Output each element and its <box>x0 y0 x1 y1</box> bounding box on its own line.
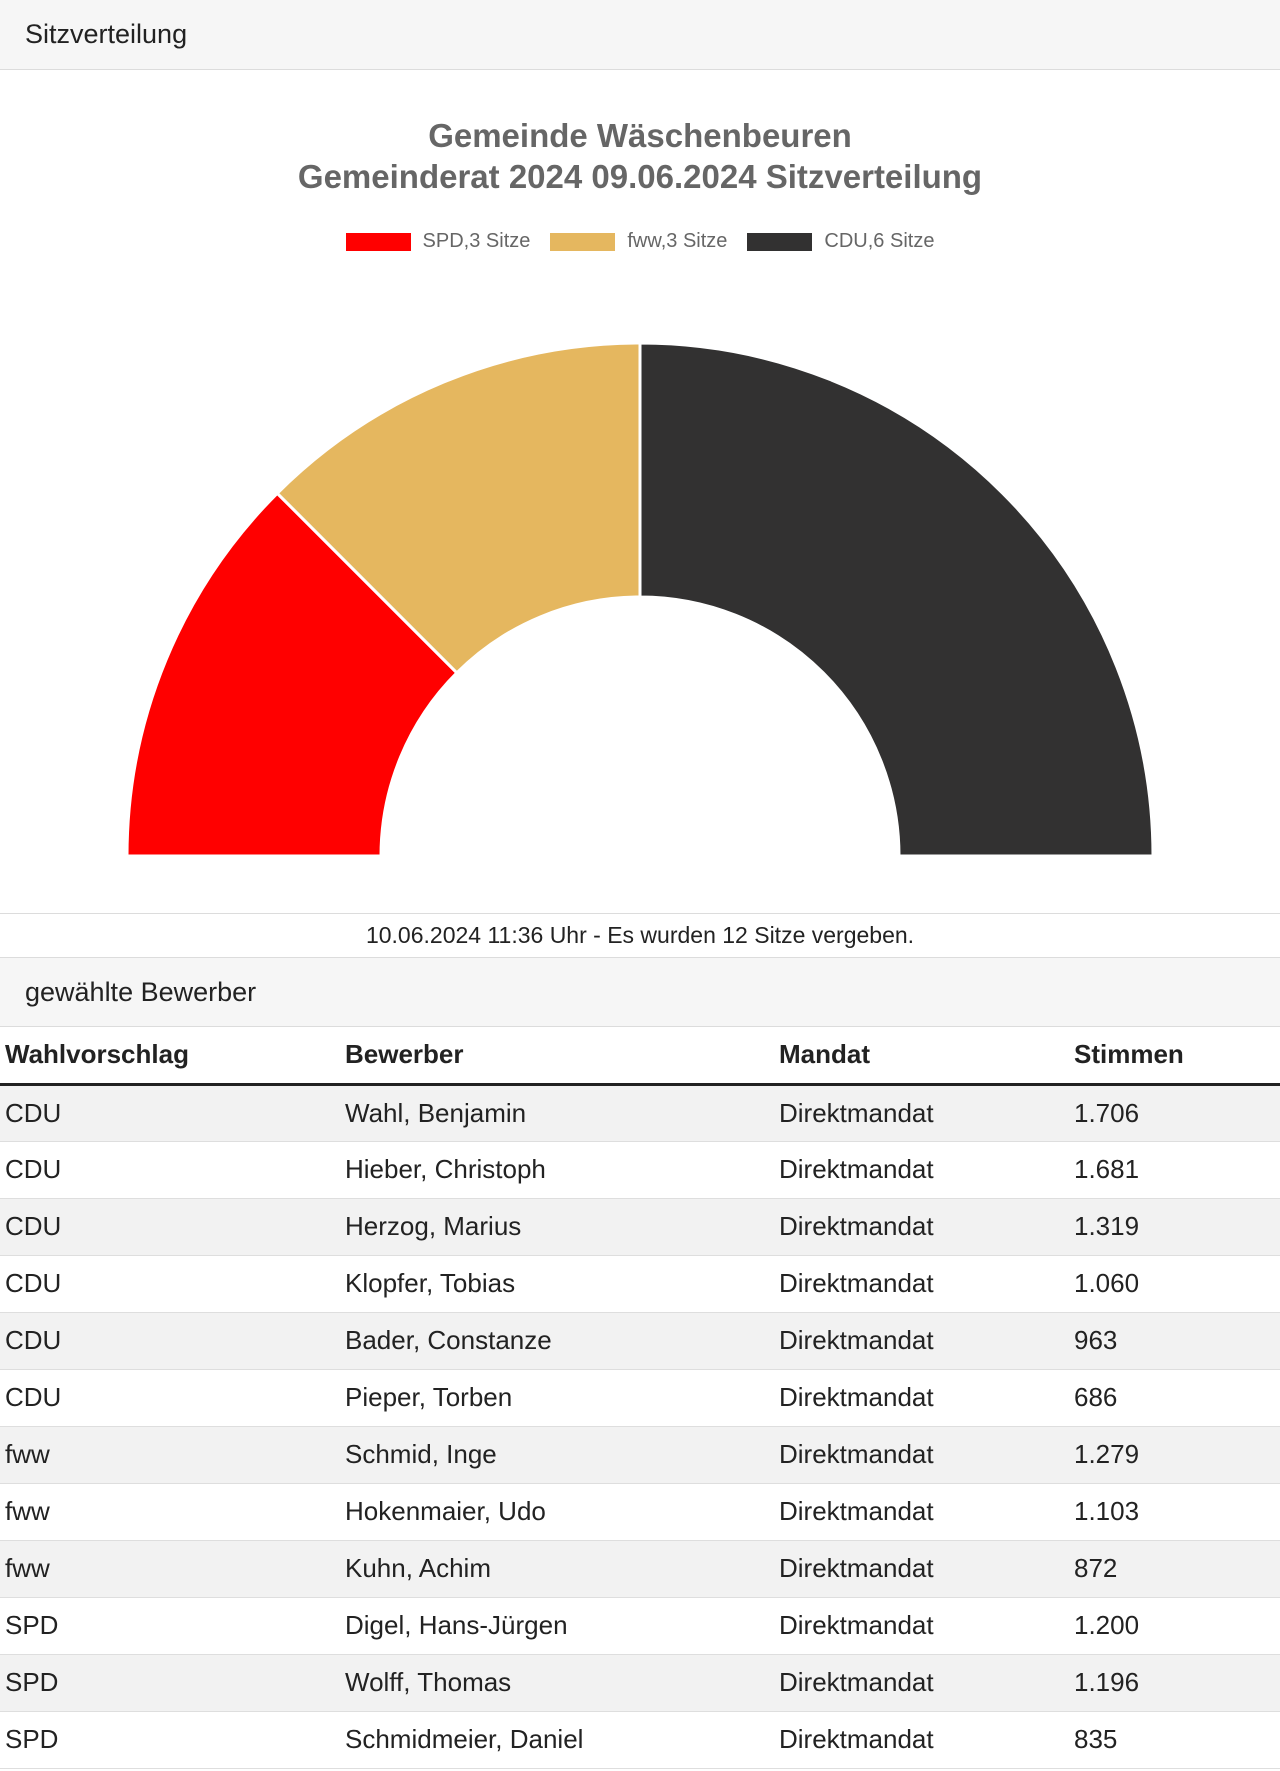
candidate-name-cell: Hieber, Christoph <box>340 1141 774 1198</box>
party-cell: SPD <box>0 1711 340 1768</box>
seat-panel-header: Sitzverteilung <box>0 0 1280 70</box>
party-cell: fww <box>0 1426 340 1483</box>
party-cell: SPD <box>0 1654 340 1711</box>
table-row <box>0 1597 1280 1654</box>
mandate-cell: Direktmandat <box>774 1255 1069 1312</box>
column-header-bewerber[interactable]: Bewerber <box>340 1027 774 1084</box>
mandate-cell: Direktmandat <box>774 1369 1069 1426</box>
votes-cell: 872 <box>1069 1540 1280 1597</box>
candidate-name-cell: Digel, Hans-Jürgen <box>340 1597 774 1654</box>
votes-cell: 835 <box>1069 1711 1280 1768</box>
candidate-name-cell: Klopfer, Tobias <box>340 1255 774 1312</box>
table-row <box>0 1540 1280 1597</box>
mandate-cell: Direktmandat <box>774 1711 1069 1768</box>
candidate-name-cell: Kuhn, Achim <box>340 1540 774 1597</box>
candidate-name-cell: Wolff, Thomas <box>340 1654 774 1711</box>
legend-label: fww,3 Sitze <box>627 230 728 252</box>
votes-cell: 1.200 <box>1069 1597 1280 1654</box>
votes-cell: 1.706 <box>1069 1084 1280 1141</box>
mandate-cell: Direktmandat <box>774 1198 1069 1255</box>
candidate-name-cell: Schmidmeier, Daniel <box>340 1711 774 1768</box>
votes-cell: 1.196 <box>1069 1654 1280 1711</box>
table-row <box>0 1198 1280 1255</box>
mandate-cell: Direktmandat <box>774 1540 1069 1597</box>
table-row <box>0 1426 1280 1483</box>
votes-cell: 1.319 <box>1069 1198 1280 1255</box>
candidate-name-cell: Bader, Constanze <box>340 1312 774 1369</box>
votes-cell: 1.681 <box>1069 1141 1280 1198</box>
party-cell: fww <box>0 1483 340 1540</box>
table-row <box>0 1255 1280 1312</box>
votes-cell: 1.103 <box>1069 1483 1280 1540</box>
votes-cell: 1.060 <box>1069 1255 1280 1312</box>
votes-cell: 1.279 <box>1069 1426 1280 1483</box>
candidate-name-cell: Schmid, Inge <box>340 1426 774 1483</box>
chart-title: Gemeinde Wäschenbeuren <box>428 117 852 154</box>
party-cell: CDU <box>0 1369 340 1426</box>
candidates-table <box>0 1027 1280 1769</box>
mandate-cell: Direktmandat <box>774 1483 1069 1540</box>
column-header-mandat[interactable]: Mandat <box>774 1027 1069 1084</box>
candidate-name-cell: Herzog, Marius <box>340 1198 774 1255</box>
table-row <box>0 1312 1280 1369</box>
legend-label: CDU,6 Sitze <box>824 230 935 252</box>
candidate-name-cell: Pieper, Torben <box>340 1369 774 1426</box>
votes-cell: 686 <box>1069 1369 1280 1426</box>
mandate-cell: Direktmandat <box>774 1426 1069 1483</box>
party-cell: SPD <box>0 1597 340 1654</box>
party-cell: CDU <box>0 1312 340 1369</box>
party-cell: fww <box>0 1540 340 1597</box>
mandate-cell: Direktmandat <box>774 1141 1069 1198</box>
party-cell: CDU <box>0 1198 340 1255</box>
chart-segment-cdu[interactable] <box>640 343 1153 856</box>
table-row <box>0 1654 1280 1711</box>
table-row <box>0 1141 1280 1198</box>
mandate-cell: Direktmandat <box>774 1597 1069 1654</box>
mandate-cell: Direktmandat <box>774 1084 1069 1141</box>
table-row <box>0 1711 1280 1768</box>
votes-cell: 963 <box>1069 1312 1280 1369</box>
legend-label: SPD,3 Sitze <box>422 230 531 252</box>
seat-chart <box>0 70 1280 914</box>
party-cell: CDU <box>0 1255 340 1312</box>
mandate-cell: Direktmandat <box>774 1312 1069 1369</box>
candidate-name-cell: Wahl, Benjamin <box>340 1084 774 1141</box>
chart-subtitle: Gemeinderat 2024 09.06.2024 Sitzverteilung <box>297 158 983 195</box>
table-row <box>0 1483 1280 1540</box>
mandate-cell: Direktmandat <box>774 1654 1069 1711</box>
candidate-name-cell: Hokenmaier, Udo <box>340 1483 774 1540</box>
table-row <box>0 1369 1280 1426</box>
party-cell: CDU <box>0 1141 340 1198</box>
column-header-wahlvorschlag[interactable]: Wahlvorschlag <box>0 1027 340 1084</box>
table-row <box>0 1084 1280 1141</box>
table-header-row <box>0 1027 1280 1084</box>
seat-chart-panel <box>0 70 1280 948</box>
candidates-panel-header: gewählte Bewerber <box>0 957 1280 1027</box>
column-header-stimmen[interactable]: Stimmen <box>1069 1027 1280 1084</box>
party-cell: CDU <box>0 1084 340 1141</box>
chart-footer-note: 10.06.2024 11:36 Uhr - Es wurden 12 Sitze vergeben. <box>365 922 915 948</box>
